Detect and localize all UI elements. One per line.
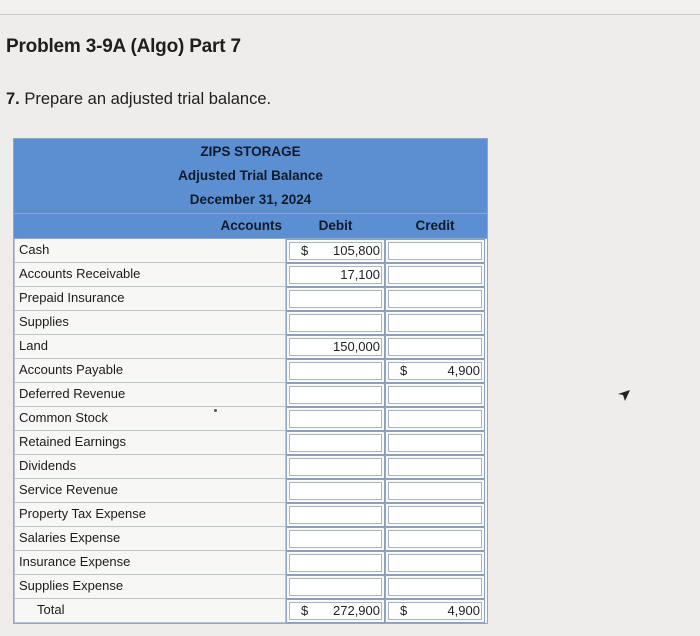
debit-input-box[interactable]: [289, 434, 382, 452]
debit-input-box[interactable]: [289, 506, 382, 524]
credit-input-box[interactable]: [388, 458, 482, 476]
credit-dollar-sign: $: [400, 363, 408, 378]
account-name[interactable]: Property Tax Expense: [14, 503, 286, 527]
credit-input-box[interactable]: [388, 506, 482, 524]
credit-amount-cell[interactable]: [385, 263, 485, 287]
credit-amount-cell[interactable]: [385, 479, 485, 503]
debit-input-box[interactable]: [289, 386, 382, 404]
table-row: [14, 527, 487, 551]
debit-amount-cell[interactable]: [286, 263, 385, 287]
account-name[interactable]: Accounts Receivable: [14, 263, 286, 287]
accounts-column-header: Accounts: [220, 218, 282, 233]
debit-value: 150,000: [333, 339, 380, 354]
account-name[interactable]: Prepaid Insurance: [14, 287, 286, 311]
statement-title: Adjusted Trial Balance: [178, 168, 323, 183]
debit-value: 17,100: [340, 267, 380, 282]
debit-amount-cell[interactable]: [286, 575, 385, 599]
debit-amount-cell[interactable]: [286, 455, 385, 479]
debit-input-box[interactable]: [289, 554, 382, 572]
debit-value: 105,800: [333, 243, 380, 258]
account-name[interactable]: Accounts Payable: [14, 359, 286, 383]
credit-amount-cell[interactable]: [385, 503, 485, 527]
debit-amount-cell[interactable]: [286, 551, 385, 575]
credit-amount-cell[interactable]: [385, 431, 485, 455]
credit-input-box[interactable]: [388, 410, 482, 428]
credit-amount-cell[interactable]: [385, 527, 485, 551]
debit-amount-cell[interactable]: [286, 287, 385, 311]
table-row: [14, 359, 487, 383]
table-row: [14, 551, 487, 575]
debit-input-box[interactable]: [289, 482, 382, 500]
instruction-text: Prepare an adjusted trial balance.: [24, 90, 272, 108]
debit-input-box[interactable]: [289, 578, 382, 596]
credit-input-box[interactable]: [388, 242, 482, 260]
credit-input-box[interactable]: [388, 266, 482, 284]
credit-input-box[interactable]: [388, 290, 482, 308]
account-name[interactable]: Retained Earnings: [14, 431, 286, 455]
table-row: [14, 479, 487, 503]
credit-column-header: Credit: [415, 218, 455, 233]
trial-balance-table: [13, 138, 488, 624]
credit-amount-cell[interactable]: [385, 311, 485, 335]
table-row: [14, 431, 487, 455]
credit-input-box[interactable]: [388, 482, 482, 500]
table-row: [14, 407, 487, 431]
debit-amount-cell[interactable]: [286, 311, 385, 335]
credit-input-box[interactable]: [388, 338, 482, 356]
debit-amount-cell[interactable]: [286, 599, 385, 623]
debit-input-box[interactable]: [289, 362, 382, 380]
account-rows: [14, 239, 487, 623]
debit-amount-cell[interactable]: [286, 359, 385, 383]
debit-amount-cell[interactable]: [286, 239, 385, 263]
credit-value: 4,900: [447, 603, 480, 618]
credit-amount-cell[interactable]: [385, 551, 485, 575]
credit-input-box[interactable]: [388, 578, 482, 596]
table-row: [14, 575, 487, 599]
debit-dollar-sign: $: [301, 243, 309, 258]
credit-input-box[interactable]: [388, 434, 482, 452]
credit-amount-cell[interactable]: [385, 287, 485, 311]
account-name[interactable]: Insurance Expense: [14, 551, 286, 575]
account-name[interactable]: Dividends: [14, 455, 286, 479]
credit-input-box[interactable]: [388, 554, 482, 572]
debit-amount-cell[interactable]: [286, 431, 385, 455]
top-toolbar-edge: [0, 0, 700, 15]
credit-amount-cell[interactable]: [385, 575, 485, 599]
account-name[interactable]: Common Stock: [14, 407, 286, 431]
credit-input-box[interactable]: [388, 314, 482, 332]
credit-input-box[interactable]: [388, 386, 482, 404]
debit-amount-cell[interactable]: [286, 503, 385, 527]
table-row: [14, 455, 487, 479]
trial-balance-header: [14, 139, 487, 214]
debit-column-header: Debit: [318, 218, 353, 233]
credit-amount-cell[interactable]: [385, 239, 485, 263]
account-name[interactable]: Land: [14, 335, 286, 359]
total-row: [14, 599, 487, 623]
account-name[interactable]: Supplies Expense: [14, 575, 286, 599]
debit-amount-cell[interactable]: [286, 527, 385, 551]
account-name[interactable]: Supplies: [14, 311, 286, 335]
table-row: [14, 287, 487, 311]
debit-input-box[interactable]: [289, 290, 382, 308]
account-name[interactable]: Service Revenue: [14, 479, 286, 503]
instruction: [6, 90, 271, 109]
debit-input-box[interactable]: [289, 314, 382, 332]
mouse-cursor-icon: [617, 388, 631, 402]
table-row: [14, 383, 487, 407]
debit-dollar-sign: $: [301, 603, 309, 618]
account-name[interactable]: Deferred Revenue: [14, 383, 286, 407]
debit-input-box[interactable]: [289, 410, 382, 428]
debit-value: 272,900: [333, 603, 380, 618]
statement-date: December 31, 2024: [189, 192, 312, 207]
credit-dollar-sign: $: [400, 603, 408, 618]
instruction-number: 7.: [6, 90, 20, 108]
credit-amount-cell[interactable]: [385, 599, 485, 623]
account-name[interactable]: Salaries Expense: [14, 527, 286, 551]
total-label: Total: [14, 599, 286, 623]
debit-amount-cell[interactable]: [286, 335, 385, 359]
column-headers: [14, 214, 487, 239]
table-row: [14, 239, 487, 263]
stray-dot: [214, 409, 217, 412]
credit-value: 4,900: [447, 363, 480, 378]
table-row: [14, 311, 487, 335]
credit-amount-cell[interactable]: [385, 335, 485, 359]
credit-input-box[interactable]: [388, 530, 482, 548]
credit-amount-cell[interactable]: [385, 383, 485, 407]
debit-input-box[interactable]: [289, 458, 382, 476]
debit-amount-cell[interactable]: [286, 479, 385, 503]
table-row: [14, 503, 487, 527]
table-row: [14, 335, 487, 359]
debit-input-box[interactable]: [289, 530, 382, 548]
credit-amount-cell[interactable]: [385, 407, 485, 431]
credit-amount-cell[interactable]: [385, 359, 485, 383]
problem-title: Problem 3-9A (Algo) Part 7: [6, 36, 241, 57]
debit-amount-cell[interactable]: [286, 407, 385, 431]
table-row: [14, 263, 487, 287]
account-name[interactable]: Cash: [14, 239, 286, 263]
company-name: ZIPS STORAGE: [200, 144, 301, 159]
debit-amount-cell[interactable]: [286, 383, 385, 407]
credit-amount-cell[interactable]: [385, 455, 485, 479]
